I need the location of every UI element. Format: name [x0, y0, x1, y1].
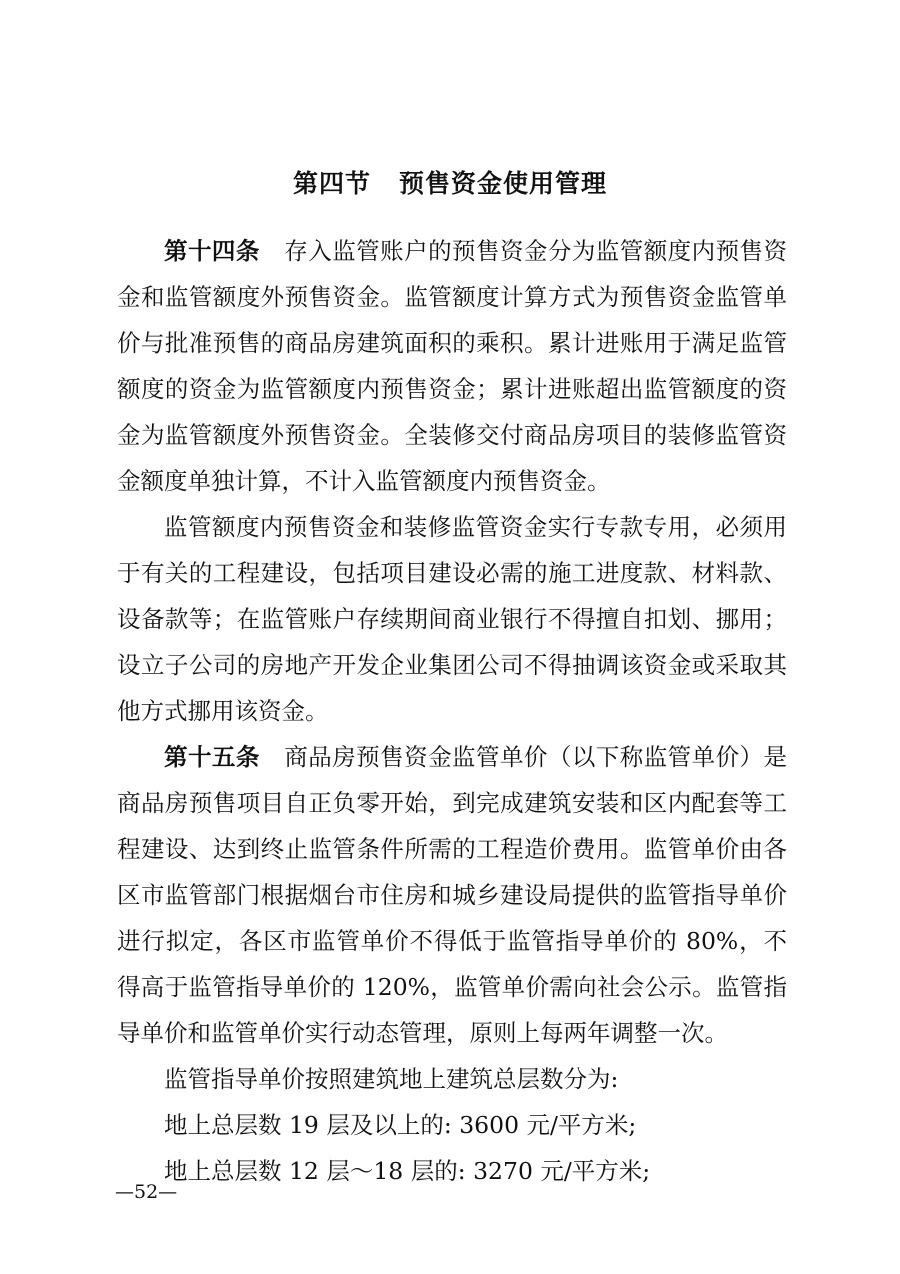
- article-14-heading: 第十四条: [164, 237, 260, 265]
- article-15-paragraph-1: [117, 734, 787, 1056]
- article-14-text-1: 存入监管账户的预售资金分为监管额度内预售资金和监管额度外预售资金。监管额度计算方式为预售资金监管单价与批准预售的商品房建筑面积的乘积。累计进账用于满足监管额度的资金为监管额度内预售资金；累计进账超出监管额度的资金为监管额度外预售资金。全装修交付商品房项目的装修监管资金额度单独计算，不计入监管额度内预售资金。: [117, 237, 788, 495]
- article-15-paragraph-2: 监管指导单价按照建筑地上建筑总层数分为:: [164, 1065, 619, 1093]
- list-item: 地上总层数 12 层～18 层的: 3270 元/平方米;: [164, 1157, 651, 1185]
- section-number: 第四节: [292, 169, 371, 198]
- page-number: —52—: [115, 1181, 178, 1203]
- article-14-paragraph-1: [117, 228, 787, 504]
- article-14-paragraph-2: 监管额度内预售资金和装修监管资金实行专款专用，必须用于有关的工程建设，包括项目建设必需的施工进度款、材料款、设备款等；在监管账户存续期间商业银行不得擅自扣划、挪用；设立子公司的房地产开发企业集团公司不得抽调该资金或采取其他方式挪用该资金。: [117, 513, 787, 725]
- section-title: [0, 166, 900, 202]
- section-name: 预售资金使用管理: [399, 169, 608, 198]
- article-15-text-1: 商品房预售资金监管单价（以下称监管单价）是商品房预售项目自正负零开始，到完成建筑安装和区内配套等工程建设、达到终止监管条件所需的工程造价费用。监管单价由各区市监管部门根据烟台市住房和城乡建设局提供的监管指导单价进行拟定，各区市监管单价不得低于监管指导单价的 80%，不得高于监管指导单价的 120%，监管单价需向社会公示。监管指导单价和监管单价实行动态管理，原则上每两年调整一次。: [117, 743, 788, 1047]
- article-15-heading: 第十五条: [164, 743, 260, 771]
- list-item: 地上总层数 19 层及以上的: 3600 元/平方米;: [164, 1111, 637, 1139]
- body-text: [117, 228, 787, 1194]
